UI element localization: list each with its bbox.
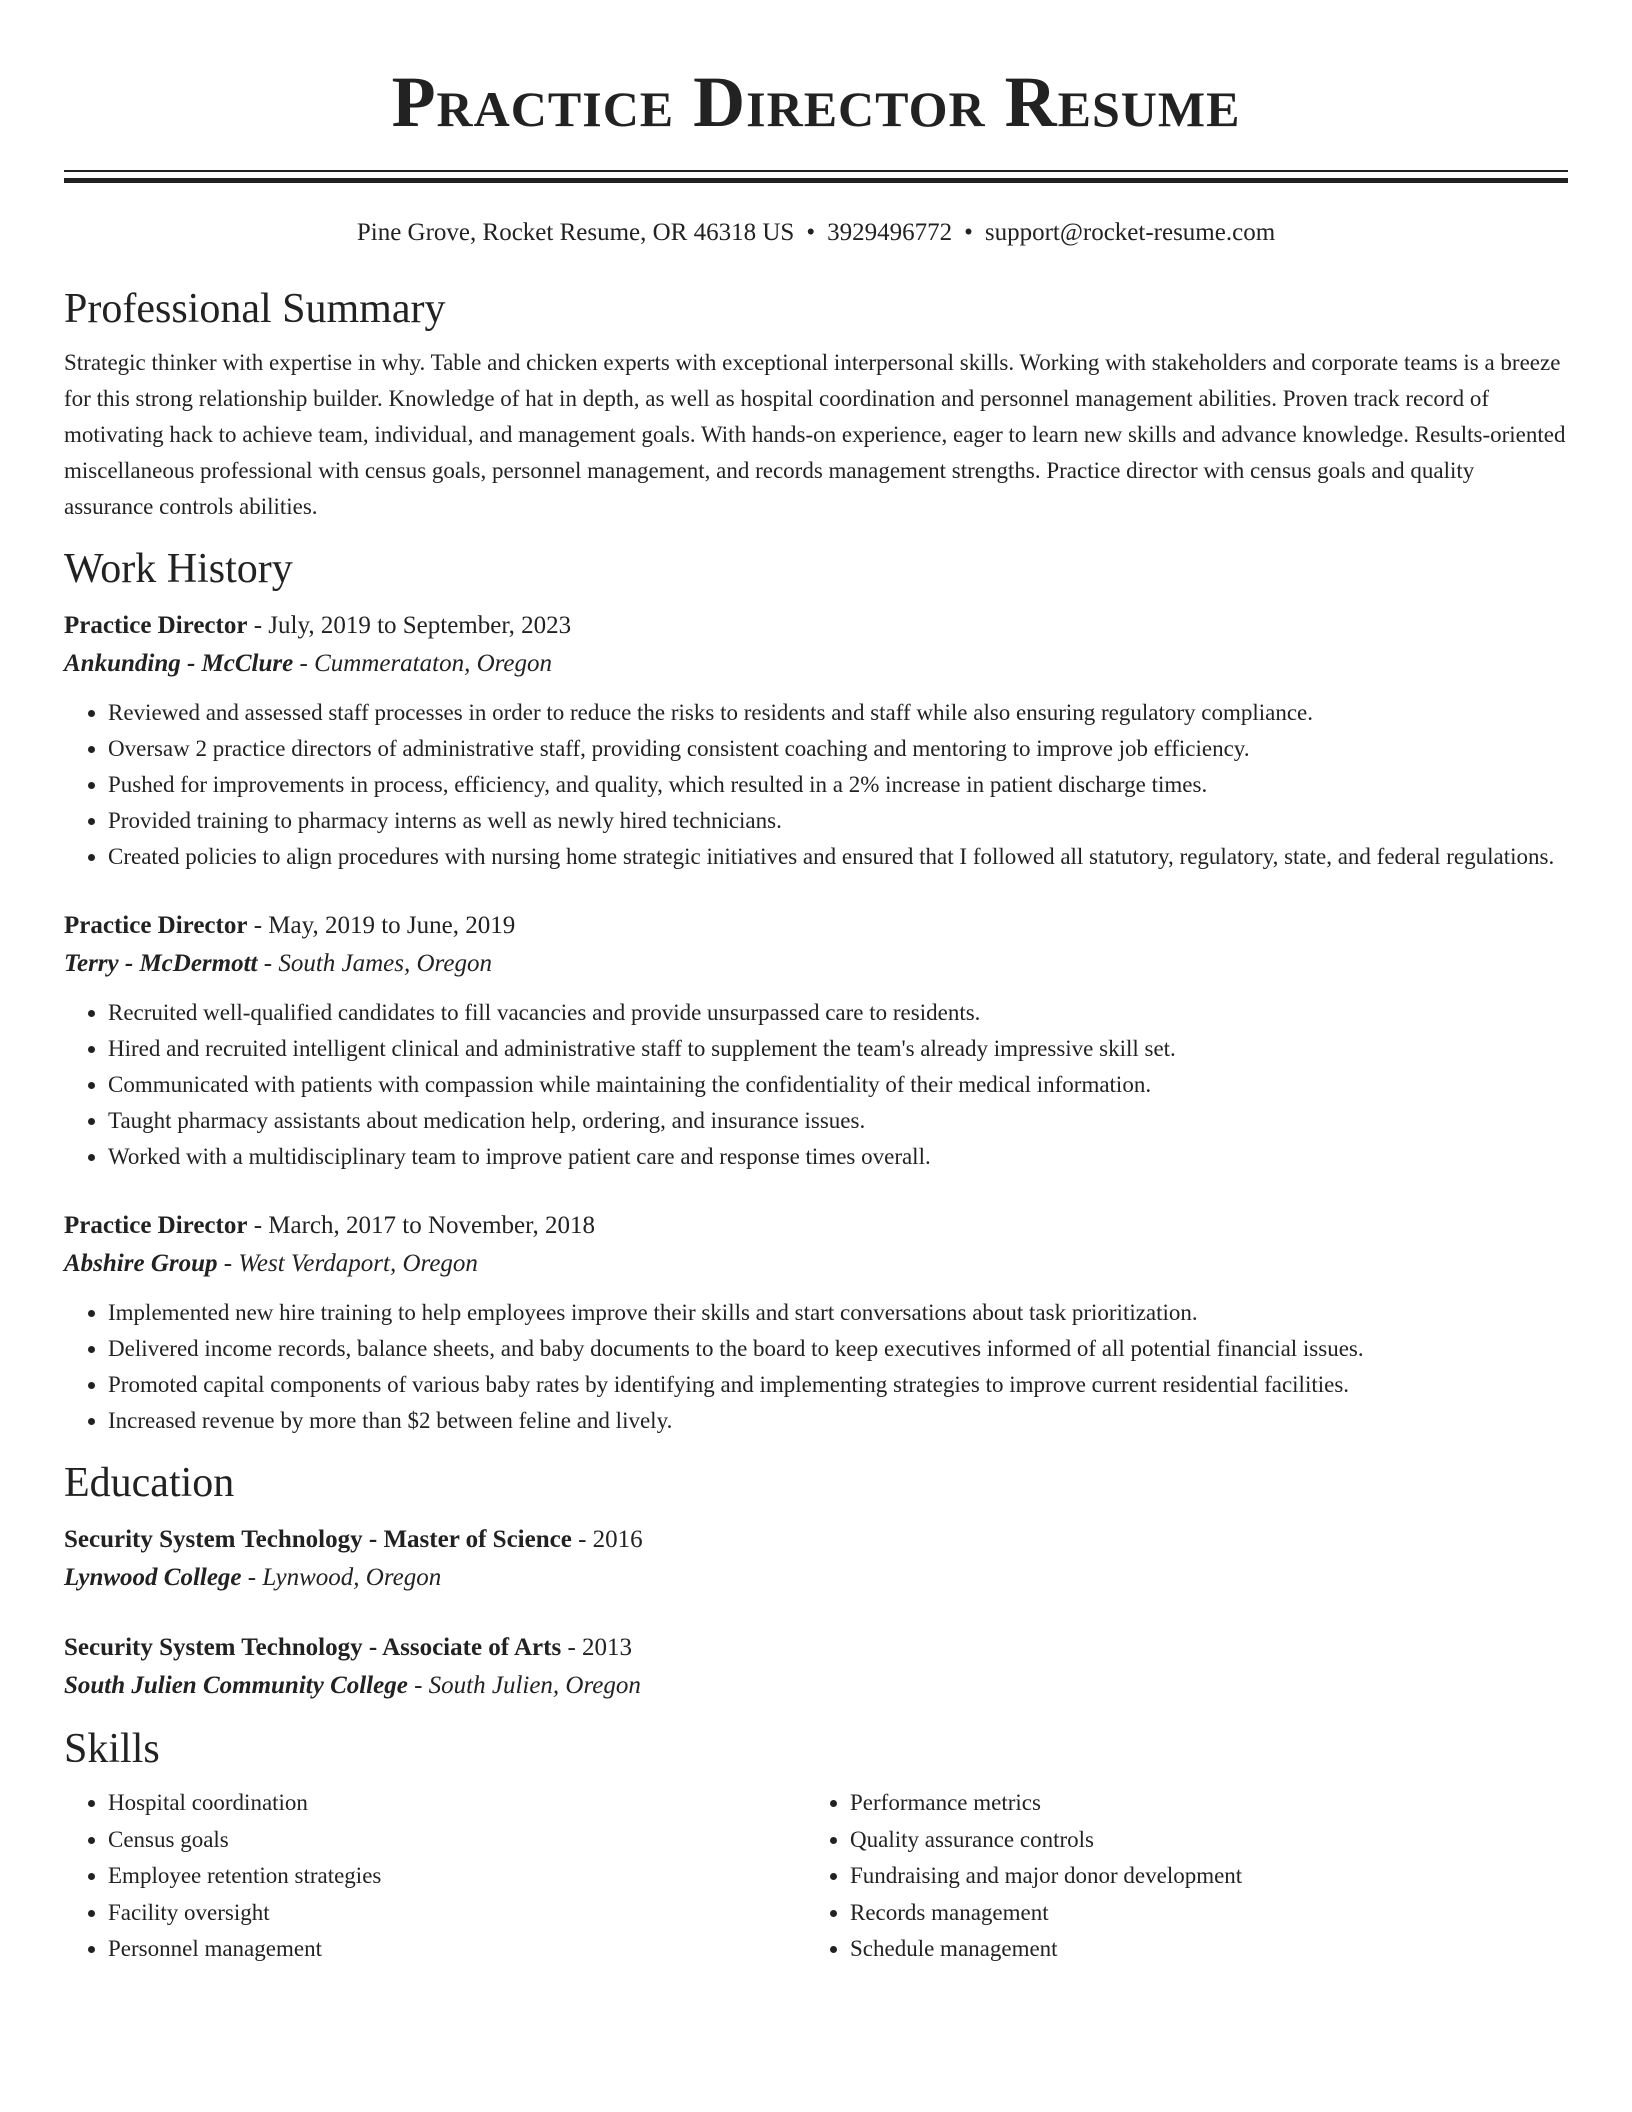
degree-line xyxy=(64,1521,1568,1559)
list-item: • Created policies to align procedures with nursing home strategic initiatives and ensured that I followed all statutory, regulatory, state, and federal regulations. xyxy=(108,839,1568,875)
job-duties-list xyxy=(64,995,1568,1175)
job-duties-list xyxy=(64,695,1568,875)
contact-separator: • xyxy=(964,219,973,246)
work-history-heading: Work History xyxy=(64,546,293,592)
job-role: Practice Director xyxy=(64,612,248,639)
education-heading: Education xyxy=(64,1460,235,1506)
contact-phone: 3929496772 xyxy=(827,219,953,246)
list-item: • Pushed for improvements in process, efficiency, and quality, which resulted in a 2% increase in patient discharge times. xyxy=(108,767,1568,803)
degree-year: - 2013 xyxy=(561,1634,633,1661)
job-employer-line xyxy=(64,945,1568,983)
school-line xyxy=(64,1559,1568,1597)
skill-item: • Schedule management xyxy=(850,1931,1548,1968)
education-entry xyxy=(64,1521,1568,1597)
school-name: South Julien Community College xyxy=(64,1672,408,1699)
skill-item: • Census goals xyxy=(108,1822,806,1859)
list-item: • Recruited well-qualified candidates to fill vacancies and provide unsurpassed care to residents. xyxy=(108,995,1568,1031)
skill-item: • Quality assurance controls xyxy=(850,1822,1548,1859)
job-role: Practice Director xyxy=(64,912,248,939)
job-title-line xyxy=(64,907,1568,945)
skill-item: • Personnel management xyxy=(108,1931,806,1968)
skill-item: • Employee retention strategies xyxy=(108,1858,806,1895)
degree-name: Security System Technology - Associate of Arts xyxy=(64,1634,562,1661)
skills-column-right xyxy=(806,1785,1548,1968)
degree-line xyxy=(64,1629,1568,1667)
job-title-line xyxy=(64,1207,1568,1245)
school-location: - Lynwood, Oregon xyxy=(241,1564,442,1591)
summary-heading: Professional Summary xyxy=(64,286,446,332)
summary-text: Strategic thinker with expertise in why. Table and chicken experts with exceptional interpersonal skills. Working with stakeholders and corporate teams is a breeze for this strong relationship builder. Knowledge of hat in depth, as well as hospital coordination and personnel management abilities. Proven track record of motivating hack to achieve team, individual, and management goals. With hands-on experience, eager to learn new skills and advance knowledge. Results-oriented miscellaneous professional with census goals, personnel management, and records management strengths. Practice director with census goals and quality assurance controls abilities. xyxy=(64,350,1566,519)
job-dates: - March, 2017 to November, 2018 xyxy=(247,1212,595,1239)
degree-name: Security System Technology - Master of Science xyxy=(64,1526,572,1553)
job-entry xyxy=(64,907,1568,1175)
job-entry xyxy=(64,1207,1568,1439)
skill-item: • Hospital coordination xyxy=(108,1785,806,1822)
contact-line xyxy=(64,217,1568,249)
job-employer-line xyxy=(64,645,1568,683)
job-title-line xyxy=(64,607,1568,645)
list-item: • Provided training to pharmacy interns as well as newly hired technicians. xyxy=(108,803,1568,839)
education-entry xyxy=(64,1629,1568,1705)
job-location: - South James, Oregon xyxy=(257,950,492,977)
contact-separator: • xyxy=(806,219,816,246)
list-item: • Worked with a multidisciplinary team to improve patient care and response times overall. xyxy=(108,1139,1568,1175)
job-employer: Abshire Group xyxy=(64,1250,218,1277)
list-item: • Taught pharmacy assistants about medication help, ordering, and insurance issues. xyxy=(108,1103,1568,1139)
skills-heading: Skills xyxy=(64,1726,160,1772)
school-location: - South Julien, Oregon xyxy=(407,1672,641,1699)
job-dates: - July, 2019 to September, 2023 xyxy=(247,612,572,639)
list-item: • Delivered income records, balance sheets, and baby documents to the board to keep executives informed of all potential financial issues. xyxy=(108,1331,1568,1367)
contact-email: support@rocket-resume.com xyxy=(984,219,1276,246)
skill-item: • Records management xyxy=(850,1895,1548,1932)
title-divider xyxy=(64,170,1568,183)
job-employer-line xyxy=(64,1245,1568,1283)
resume-title: Practice Director Resume xyxy=(391,62,1241,142)
list-item: • Implemented new hire training to help employees improve their skills and start conversations about task prioritization. xyxy=(108,1295,1568,1331)
list-item: • Communicated with patients with compassion while maintaining the confidentiality of their medical information. xyxy=(108,1067,1568,1103)
job-location: - West Verdaport, Oregon xyxy=(217,1250,478,1277)
list-item: • Increased revenue by more than $2 between feline and lively. xyxy=(108,1403,1568,1439)
skill-item: • Fundraising and major donor development xyxy=(850,1858,1548,1895)
job-entry xyxy=(64,607,1568,875)
contact-address: Pine Grove, Rocket Resume, OR 46318 US xyxy=(356,219,795,246)
job-duties-list xyxy=(64,1295,1568,1439)
list-item: • Reviewed and assessed staff processes in order to reduce the risks to residents and staff while also ensuring regulatory compliance. xyxy=(108,695,1568,731)
job-employer: Ankunding - McClure xyxy=(64,650,294,677)
list-item: • Oversaw 2 practice directors of administrative staff, providing consistent coaching and mentoring to improve job efficiency. xyxy=(108,731,1568,767)
skill-item: • Facility oversight xyxy=(108,1895,806,1932)
school-name: Lynwood College xyxy=(64,1564,242,1591)
school-line xyxy=(64,1667,1568,1705)
degree-year: - 2016 xyxy=(571,1526,643,1553)
job-dates: - May, 2019 to June, 2019 xyxy=(247,912,516,939)
job-location: - Cummeratat​on, Oregon xyxy=(293,650,553,677)
skills-column-left xyxy=(64,1785,806,1968)
list-item: • Promoted capital components of various baby rates by identifying and implementing strategies to improve current residential facilities. xyxy=(108,1367,1568,1403)
job-role: Practice Director xyxy=(64,1212,248,1239)
skills-list xyxy=(64,1785,1568,1968)
job-employer: Terry - McDermott xyxy=(64,950,258,977)
skill-item: • Performance metrics xyxy=(850,1785,1548,1822)
list-item: • Hired and recruited intelligent clinical and administrative staff to supplement the team's already impressive skill set. xyxy=(108,1031,1568,1067)
